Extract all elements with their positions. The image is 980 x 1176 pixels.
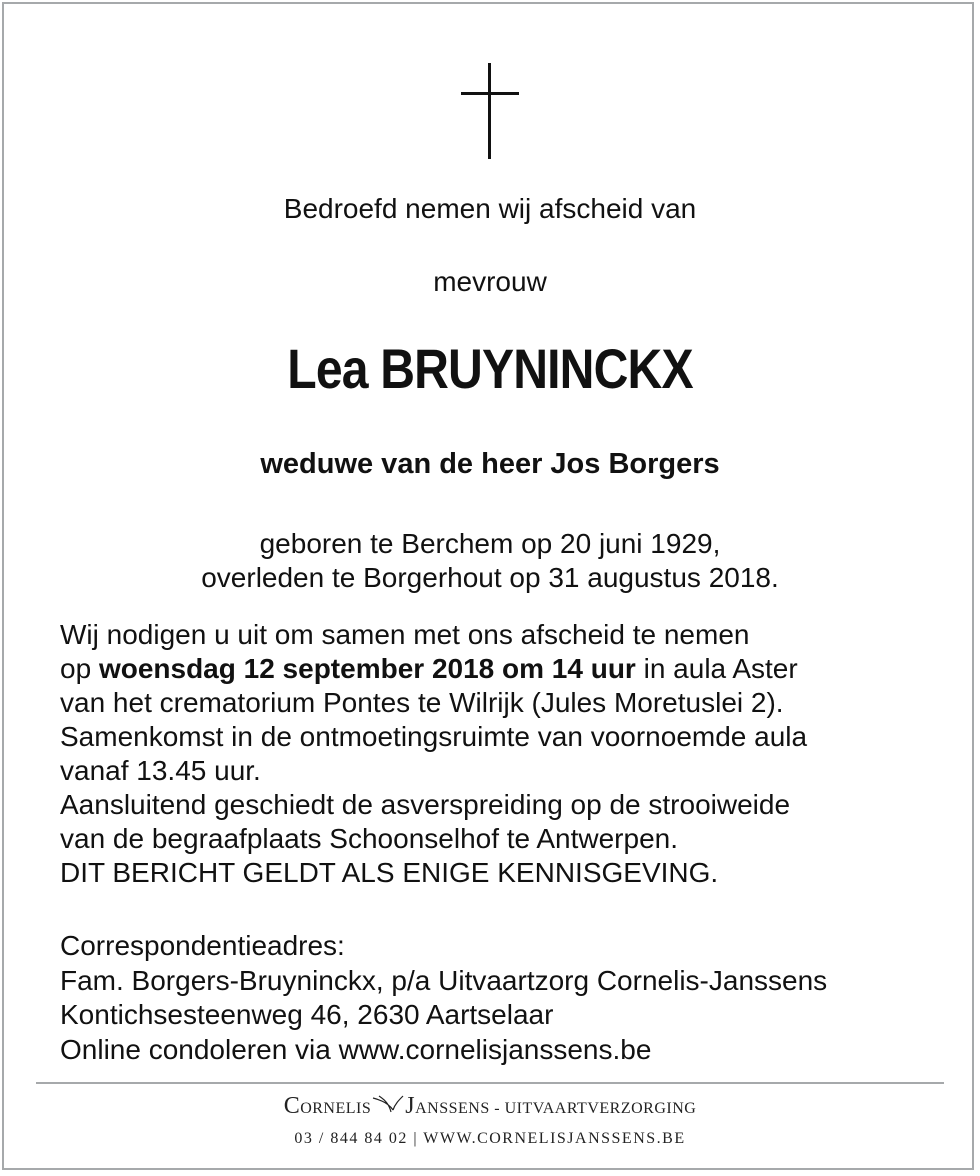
honorific: mevrouw [433,266,547,297]
invitation-line: van het crematorium Pontes te Wilrijk (Jules Moretuslei 2). [60,687,784,718]
invitation-line: Wij nodigen u uit om samen met ons afscheid te nemen [60,619,750,650]
life-dates [0,527,980,595]
footer-divider [36,1082,944,1084]
funeral-home-brand [0,1093,980,1120]
online-condolence: Online condoleren via www.cornelisjanssens.be [60,1033,652,1065]
correspondence-address: Kontichsesteenweg 46, 2630 Aartselaar [60,999,554,1030]
invitation-block [60,618,940,890]
invitation-line-date [60,652,940,686]
footer-contact: 03 / 844 84 02 | WWW.CORNELISJANSSENS.BE [294,1130,686,1147]
correspondence-family: Fam. Borgers-Bruyninckx, p/a Uitvaartzorg Cornelis-Janssens [60,964,828,996]
death-line: overleden te Borgerhout op 31 augustus 2018. [201,562,779,593]
invitation-line: Samenkomst in de ontmoetingsruimte van voornoemde aula [60,721,808,752]
correspondence-block [60,929,940,1067]
brand-suffix: - UITVAARTVERZORGING [489,1100,697,1117]
invitation-line-prefix: op [60,653,99,684]
widow-line: weduwe van de heer Jos Borgers [260,448,720,480]
intro-text: Bedroefd nemen wij afscheid van [283,193,697,224]
brand-initial-j: J [405,1093,416,1119]
cross-icon [461,63,519,159]
notice-disclaimer: DIT BERICHT GELDT ALS ENIGE KENNISGEVING. [60,857,719,888]
correspondence-label: Correspondentieadres: [60,930,345,961]
invitation-line: vanaf 13.45 uur. [60,755,261,786]
invitation-line: Aansluitend geschiedt de asverspreiding op de strooiweide [60,789,791,820]
deceased-name: Lea BRUYNINCKX [287,337,693,400]
swoosh-icon [371,1094,405,1116]
ceremony-datetime: woensdag 12 september 2018 om 14 uur [98,653,636,684]
brand-anssens: ANSSENS [415,1100,490,1117]
invitation-line-suffix: in aula Aster [635,653,798,684]
birth-line: geboren te Berchem op 20 juni 1929, [259,528,721,559]
brand-initial-c: C [283,1093,301,1119]
invitation-line: van de begraafplaats Schoonselhof te Antwerpen. [60,823,678,854]
brand-ornelis: ORNELIS [300,1100,372,1117]
